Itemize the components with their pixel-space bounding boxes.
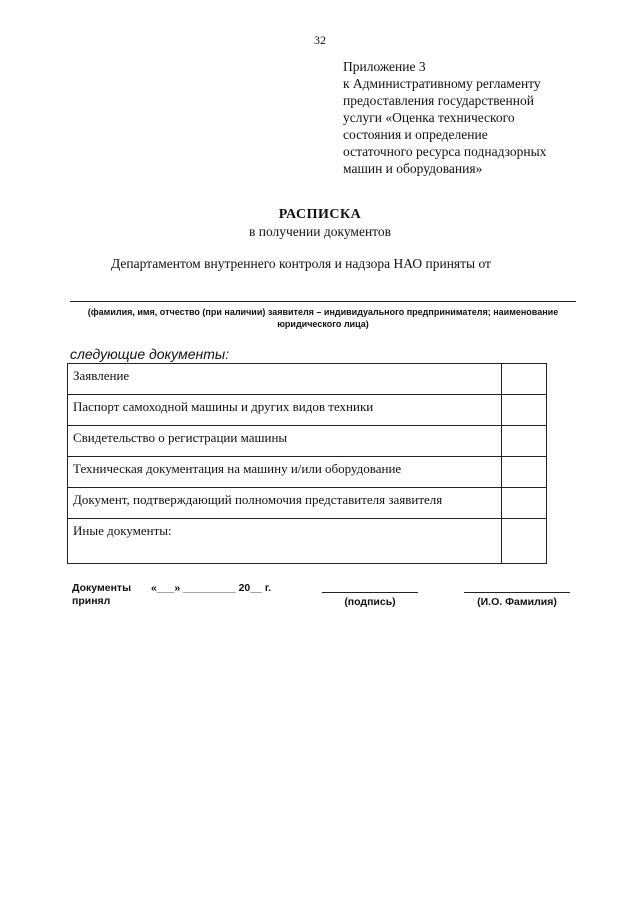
appendix-line: Приложение 3 bbox=[343, 59, 426, 74]
document-subtitle: в получении документов bbox=[248, 224, 392, 239]
document-name: Документ, подтверждающий полномочия представителя заявителя bbox=[68, 488, 502, 519]
table-row bbox=[68, 488, 547, 519]
appendix-line: состояния и определение bbox=[343, 127, 488, 142]
appendix-line: услуги «Оценка технического bbox=[343, 110, 515, 125]
document-name: Заявление bbox=[68, 364, 502, 395]
name-field[interactable] bbox=[464, 592, 570, 593]
name-caption: (И.О. Фамилия) bbox=[477, 596, 557, 608]
appendix-line: машин и оборудования» bbox=[343, 161, 483, 176]
appendix-line: предоставления государственной bbox=[343, 93, 534, 108]
accepted-label bbox=[72, 582, 131, 608]
document-name: Иные документы: bbox=[68, 519, 502, 564]
table-row bbox=[68, 519, 547, 564]
table-row bbox=[68, 457, 547, 488]
department-line: Департаментом внутреннего контроля и надзора НАО приняты от bbox=[111, 256, 491, 271]
applicant-name-field[interactable] bbox=[70, 301, 576, 302]
signature-field[interactable] bbox=[322, 592, 418, 593]
table-row bbox=[68, 364, 547, 395]
documents-heading: следующие документы: bbox=[70, 346, 230, 362]
appendix-line: остаточного ресурса поднадзорных bbox=[343, 144, 547, 159]
document-name: Паспорт самоходной машины и других видов техники bbox=[68, 395, 502, 426]
document-name: Техническая документация на машину и/или оборудование bbox=[68, 457, 502, 488]
document-mark-cell[interactable] bbox=[502, 457, 547, 488]
document-mark-cell[interactable] bbox=[502, 426, 547, 457]
appendix-header bbox=[343, 58, 613, 177]
signature-caption: (подпись) bbox=[344, 596, 396, 608]
document-mark-cell[interactable] bbox=[502, 519, 547, 564]
table-row bbox=[68, 395, 547, 426]
document-name: Свидетельство о регистрации машины bbox=[68, 426, 502, 457]
accepted-line: принял bbox=[72, 595, 111, 607]
document-mark-cell[interactable] bbox=[502, 364, 547, 395]
appendix-line: к Административному регламенту bbox=[343, 76, 541, 91]
document-mark-cell[interactable] bbox=[502, 488, 547, 519]
documents-table bbox=[67, 363, 547, 564]
page-number: 32 bbox=[314, 33, 326, 47]
applicant-caption: (фамилия, имя, отчество (при наличии) заявителя – индивидуального предпринимателя; наименование юридического лица) bbox=[87, 307, 559, 329]
document-title: РАСПИСКА bbox=[278, 207, 362, 222]
table-row bbox=[68, 426, 547, 457]
document-mark-cell[interactable] bbox=[502, 395, 547, 426]
accepted-line: Документы bbox=[72, 582, 132, 594]
date-field[interactable]: «___» _________ 20__ г. bbox=[151, 582, 272, 594]
